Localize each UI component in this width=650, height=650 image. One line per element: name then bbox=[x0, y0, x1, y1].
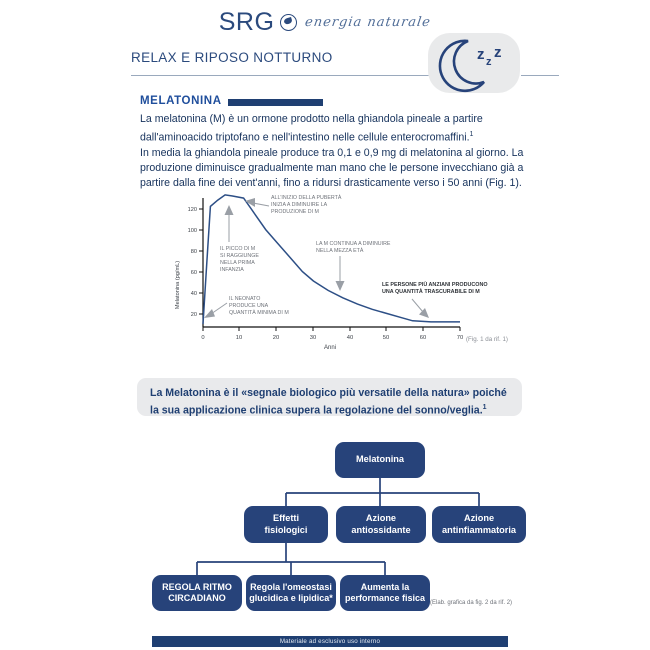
diagram-node-azione-antinfiammatoria[interactable] bbox=[432, 506, 526, 543]
svg-text:0: 0 bbox=[201, 335, 205, 341]
paragraph-1-text: La melatonina (M) è un ormone prodotto nella ghiandola pineale a partire dall'aminoacido triptofano e nell'intestino nelle cellule enterocromaffini. bbox=[140, 113, 483, 144]
svg-text:120: 120 bbox=[187, 207, 197, 213]
svg-text:30: 30 bbox=[309, 335, 317, 341]
diagram-node-azione-antiossidante[interactable] bbox=[336, 506, 426, 543]
svg-text:60: 60 bbox=[190, 270, 197, 276]
svg-text:20: 20 bbox=[190, 312, 197, 318]
chart-annotation-midage-note bbox=[316, 241, 392, 291]
svg-text:40: 40 bbox=[346, 335, 354, 341]
svg-text:100: 100 bbox=[187, 228, 197, 234]
node-line-1: Aumenta la bbox=[360, 581, 410, 592]
article-body bbox=[140, 112, 540, 192]
svg-text:LE PERSONE PIÙ ANZIANI PRODUCO: LE PERSONE PIÙ ANZIANI PRODUCONO UNA QUANTITÀ TRASCURABILE DI M bbox=[382, 282, 488, 295]
leaf-circle-icon bbox=[280, 14, 297, 31]
footer-text: Materiale ad esclusivo uso interno bbox=[279, 638, 381, 645]
svg-text:z: z bbox=[486, 56, 492, 68]
callout-text-wrap bbox=[150, 386, 512, 418]
section-title: RELAX E RIPOSO NOTTURNO bbox=[131, 50, 333, 65]
chart-x-ticks bbox=[201, 327, 463, 341]
chart-annotation-puberty-note bbox=[245, 194, 343, 215]
svg-text:ALL'INIZIO DELLA PUBERTÀ: ALL'INIZIO DELLA PUBERTÀ INIZIA A DIMINUIRE LA PRODUZIONE DI M bbox=[271, 195, 342, 215]
diagram-node-regola-omeostasi[interactable] bbox=[246, 575, 336, 611]
chart-caption: (Fig. 1 da rif. 1) bbox=[466, 336, 508, 343]
node-line-2: CIRCADIANO bbox=[168, 593, 226, 603]
footer-bar bbox=[152, 636, 508, 647]
melatonin-effects-diagram bbox=[130, 430, 530, 620]
node-line-1: Azione bbox=[365, 513, 397, 523]
node-line-2: antinfiammatoria bbox=[441, 524, 517, 535]
header-divider-right bbox=[521, 75, 559, 76]
node-line-2: performance fisica bbox=[344, 593, 426, 603]
callout-text: La Melatonina è il «segnale biologico più versatile della natura» poiché la sua applicazione clinica supera la regolazione del sonno/veglia. bbox=[150, 387, 507, 417]
callout-reference-marker: 1 bbox=[482, 403, 487, 411]
node-line-2: glucidica e lipidica* bbox=[249, 593, 333, 603]
article-heading: MELATONINA bbox=[140, 95, 222, 107]
svg-text:IL PICCO DI M SI RAG: IL PICCO DI M SI RAGGIUNGE NELLA PRIMA INFANZIA bbox=[220, 246, 259, 273]
svg-text:70: 70 bbox=[456, 335, 464, 341]
brand-logo bbox=[0, 8, 650, 37]
svg-text:z: z bbox=[494, 44, 502, 61]
node-line-2: antiossidante bbox=[351, 524, 411, 535]
node-line-1: Azione bbox=[463, 513, 495, 523]
svg-text:LA M CONTINUA A DIMINUIRE: LA M CONTINUA A DIMINUIRE NELLA MEZZA ETÀ bbox=[316, 241, 391, 254]
reference-marker-1: 1 bbox=[469, 131, 474, 139]
highlight-callout bbox=[137, 378, 522, 416]
node-line-1: Regola l'omeostasi bbox=[250, 581, 332, 592]
brand-name: SRG bbox=[218, 8, 275, 36]
svg-text:z: z bbox=[477, 46, 485, 63]
diagram-node-effetti-fisiologici[interactable] bbox=[244, 506, 328, 543]
svg-text:40: 40 bbox=[190, 291, 197, 297]
diagram-caption: (Elab. grafica da fig. 2 da rif. 2) bbox=[430, 600, 513, 606]
node-line-1: Effetti bbox=[272, 513, 299, 523]
melatonin-age-chart bbox=[170, 190, 530, 360]
svg-text:80: 80 bbox=[190, 249, 197, 255]
node-line-1: REGOLA RITMO bbox=[162, 581, 232, 592]
svg-text:20: 20 bbox=[272, 335, 280, 341]
diagram-node-root[interactable]: Melatonina bbox=[335, 442, 425, 478]
chart-annotation-newborn-note bbox=[204, 296, 289, 318]
node-line-2: fisiologici bbox=[264, 524, 308, 535]
heading-accent-bar bbox=[228, 99, 323, 106]
moon-zzz-icon bbox=[428, 33, 520, 93]
diagram-node-regola-ritmo-circadiano[interactable] bbox=[152, 575, 242, 611]
chart-y-ticks bbox=[188, 207, 203, 318]
svg-text:10: 10 bbox=[235, 335, 243, 341]
svg-text:60: 60 bbox=[419, 335, 427, 341]
article-paragraph-1 bbox=[140, 112, 540, 146]
article-paragraph-2: In media la ghiandola pineale produce tra 0,1 e 0,9 mg di melatonina al giorno. La produzione diminuisce gradualmente man mano che le persone invecchiano già a partire dalla fine dei vent'anni, fino a ridursi drasticamente verso i 50 anni (Fig. 1). bbox=[140, 146, 524, 190]
svg-text:IL NEONATO PRODUCE U: IL NEONATO PRODUCE UNA QUANTITÀ MINIMA DI M bbox=[229, 296, 289, 316]
chart-xlabel: Anni bbox=[323, 345, 337, 351]
diagram-node-aumenta-performance[interactable] bbox=[340, 575, 430, 611]
chart-ylabel: Melatonina (pg/mL) bbox=[175, 260, 181, 310]
chart-annotation-elderly-note bbox=[382, 281, 489, 318]
svg-text:50: 50 bbox=[382, 335, 390, 341]
chart-annotation-peak-note bbox=[220, 205, 260, 273]
brand-tagline: energia naturale bbox=[304, 15, 433, 30]
